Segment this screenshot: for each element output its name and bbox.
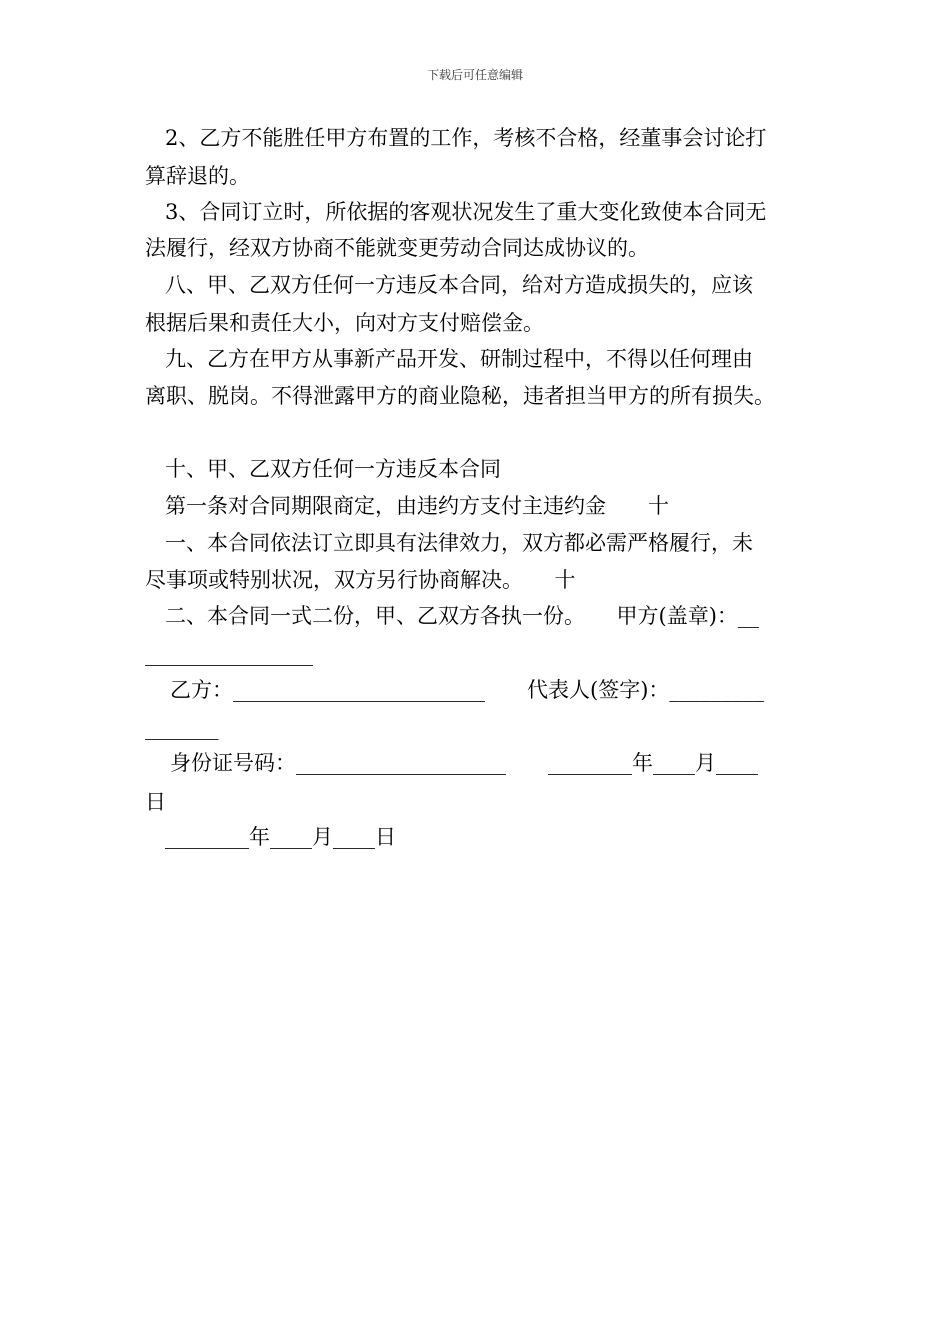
clause-10-line: 十、甲、乙双方任何一方违反本合同	[165, 457, 501, 481]
party-b-signature-line: 乙方：________________________ 代表人(签字)：_________	[170, 678, 764, 702]
clause-8-line-1: 八、甲、乙双方任何一方违反本合同，给对方造成损失的，应该	[165, 273, 753, 297]
clause-2-line-2: 算辞退的。	[145, 164, 250, 188]
party-a-seal-line: ________________	[145, 642, 313, 666]
second-date-line: ________年____月____日	[165, 825, 396, 849]
clause-9-line-2: 离职、脱岗。不得泄露甲方的商业隐秘，违者担当甲方的所有损失。	[145, 384, 775, 408]
clause-3-line-1: 3、合同订立时，所依据的客观状况发生了重大变化致使本合同无	[165, 200, 767, 224]
clause-2-line-1: 2、乙方不能胜任甲方布置的工作，考核不合格，经董事会讨论打	[165, 126, 767, 150]
clause-3-line-2: 法履行，经双方协商不能就变更劳动合同达成协议的。	[145, 236, 649, 260]
clause-12-line: 二、本合同一式二份，甲、乙双方各执一份。 甲方(盖章)：__	[165, 604, 759, 628]
clause-8-line-2: 根据后果和责任大小，向对方支付赔偿金。	[145, 311, 544, 335]
date-day-line: 日	[145, 790, 166, 814]
page-header: 下载后可任意编辑	[426, 68, 523, 82]
article-1-line: 第一条对合同期限商定，由违约方支付主违约金 十	[165, 494, 669, 518]
clause-11-line-2: 尽事项或特别状况，双方另行协商解决。 十	[145, 568, 576, 592]
representative-signature-line: _______	[145, 716, 219, 740]
id-number-date-line: 身份证号码：____________________ ________年____月____	[170, 751, 758, 775]
clause-11-line-1: 一、本合同依法订立即具有法律效力，双方都必需严格履行，未	[165, 531, 753, 555]
clause-9-line-1: 九、乙方在甲方从事新产品开发、研制过程中，不得以任何理由	[165, 347, 753, 371]
